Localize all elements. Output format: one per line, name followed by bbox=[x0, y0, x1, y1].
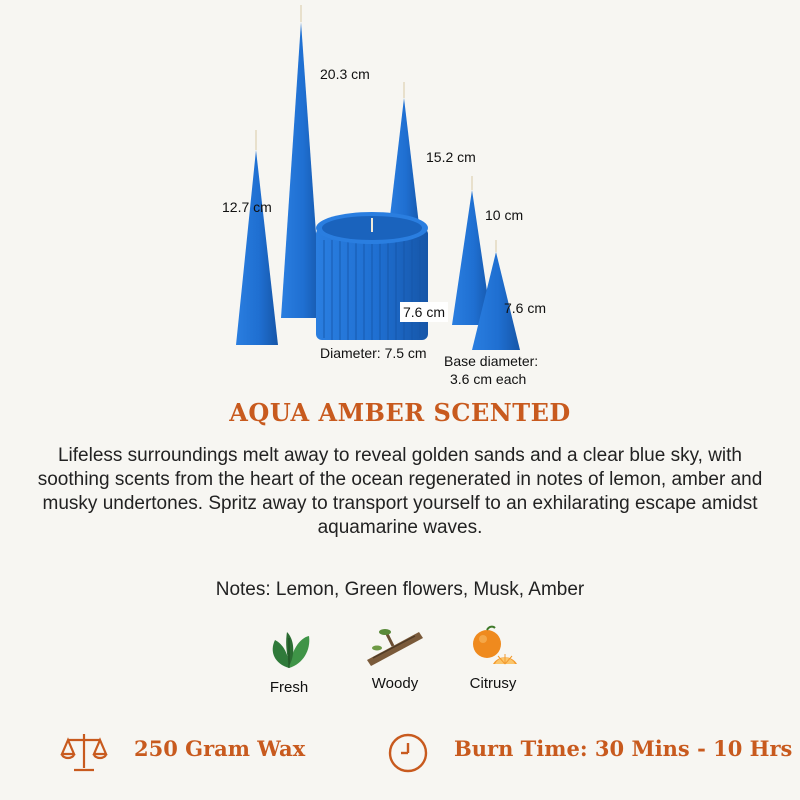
scale-icon bbox=[60, 730, 108, 774]
wax-weight: 250 Gram Wax bbox=[134, 736, 306, 761]
orange-icon bbox=[467, 624, 519, 668]
left-cone-height-label: 12.7 cm bbox=[222, 199, 272, 215]
mint-leaf-icon bbox=[265, 628, 313, 672]
small-cone-height-label: 10 cm bbox=[485, 207, 524, 223]
scent-woody bbox=[345, 624, 445, 692]
base-diameter-value: 3.6 cm each bbox=[450, 371, 527, 387]
tall-cone-candle bbox=[281, 5, 322, 318]
burn-time: Burn Time: 30 Mins - 10 Hrs bbox=[454, 736, 793, 761]
wood-branch-icon bbox=[363, 624, 427, 668]
product-description: Lifeless surroundings melt away to reveal golden sands and a clear blue sky, with soothing scents from the heart of the ocean regenerated in notes of lemon, amber and musky undertones. Spritz away to transport yourself to an exhilarating escape amidst aquamarine waves. bbox=[37, 445, 763, 538]
scent-citrusy-label: Citrusy bbox=[469, 675, 517, 692]
scent-fresh bbox=[239, 628, 339, 696]
pillar-diameter-label: Diameter: 7.5 cm bbox=[320, 345, 427, 361]
left-cone-candle bbox=[236, 130, 278, 345]
clock-icon bbox=[386, 731, 430, 775]
scent-notes: Notes: Lemon, Green flowers, Musk, Amber bbox=[215, 579, 585, 600]
base-diameter-label: Base diameter: bbox=[444, 353, 539, 369]
tall-cone-height-label: 20.3 cm bbox=[320, 66, 370, 82]
mini-cone-height-label: 7.6 cm bbox=[504, 300, 547, 316]
scent-citrusy bbox=[443, 624, 543, 692]
scent-fresh-label: Fresh bbox=[269, 679, 309, 696]
pillar-height-label: 7.6 cm bbox=[400, 302, 448, 322]
scent-woody-label: Woody bbox=[371, 675, 419, 692]
medium-cone-height-label: 15.2 cm bbox=[426, 149, 476, 165]
product-title: AQUA AMBER SCENTED bbox=[229, 398, 571, 427]
